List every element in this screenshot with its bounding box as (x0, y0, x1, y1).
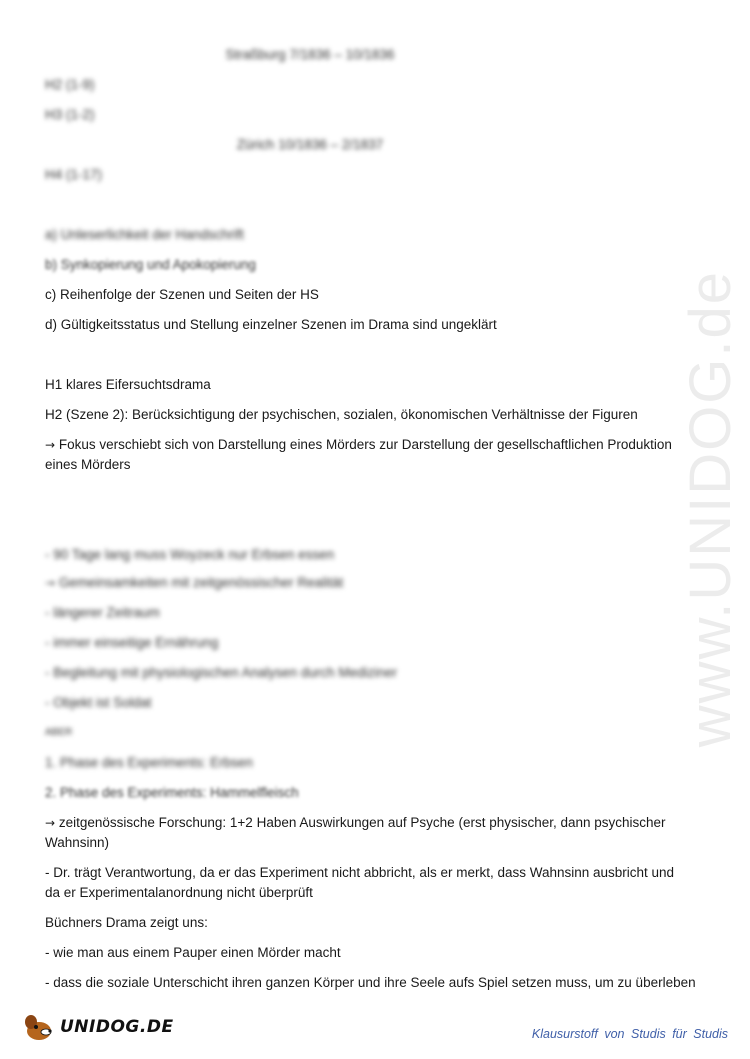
arrow-icon: → (45, 816, 56, 830)
text-line: - 90 Tage lang muss Woyzeck nur Erbsen essen (45, 547, 335, 562)
text-line: c) Reihenfolge der Szenen und Seiten der HS (45, 287, 319, 302)
text-span: Gemeinsamkeiten mit zeitgenössischer Realität (58, 575, 344, 590)
text-line: H4 (1-17) (45, 167, 103, 182)
text-line: da er Experimentalanordnung nicht überprüft (45, 885, 313, 900)
text-line (45, 435, 672, 455)
text-span: zeitgenössische Forschung: 1+2 Haben Auswirkungen auf Psyche (erst physischer, dann psychischer (58, 815, 666, 830)
footer-tagline: Klausurstoff von Studis für Studis (531, 1027, 728, 1041)
text-line: H2 (Szene 2): Berücksichtigung der psychischen, sozialen, ökonomischen Verhältnisse der Figuren (45, 407, 638, 422)
text-line: - wie man aus einem Pauper einen Mörder macht (45, 945, 341, 960)
text-line: b) Synkopierung und Apokopierung (45, 257, 256, 272)
text-line: H1 klares Eifersuchtsdrama (45, 377, 211, 392)
text-line: - Dr. trägt Verantwortung, da er das Experiment nicht abbricht, als er merkt, dass Wahnsinn ausbricht und (45, 865, 675, 880)
text-line (45, 573, 343, 593)
text-line: - Begleitung mit physiologischen Analysen durch Mediziner (45, 665, 397, 680)
location-date-strassburg: Straßburg 7/1836 – 10/1836 (225, 47, 395, 62)
location-date-zurich: Zürich 10/1836 – 2/1837 (236, 137, 384, 152)
text-line: - Objekt ist Soldat (45, 695, 152, 710)
dog-icon (22, 1012, 56, 1042)
arrow-icon: → (45, 438, 56, 452)
text-line: eines Mörders (45, 457, 131, 472)
text-line: - immer einseitige Ernährung (45, 635, 219, 650)
text-line: - dass die soziale Unterschicht ihren ganzen Körper und ihre Seele aufs Spiel setzen muss, um zu überleben (45, 975, 696, 990)
text-line: Wahnsinn) (45, 835, 110, 850)
text-line (45, 813, 666, 833)
watermark: www.UNIDOG.de (678, 270, 743, 748)
logo-text: UNIDOG.DE (60, 1017, 174, 1037)
text-line: Büchners Drama zeigt uns: (45, 915, 208, 930)
text-line: H2 (1-9) (45, 77, 95, 92)
text-line: H3 (1-2) (45, 107, 95, 122)
text-line: a) Unleserlichkeit der Handschrift (45, 227, 244, 242)
text-line: - längerer Zeitraum (45, 605, 160, 620)
text-span: Fokus verschiebt sich von Darstellung eines Mörders zur Darstellung der gesellschaftlichen Produktion (58, 437, 672, 452)
unidog-logo[interactable] (22, 1012, 174, 1042)
arrow-icon: → (45, 576, 56, 590)
text-line: 2. Phase des Experiments: Hammelfleisch (45, 785, 299, 800)
text-line: d) Gültigkeitsstatus und Stellung einzelner Szenen im Drama sind ungeklärt (45, 317, 497, 332)
text-line: ABER (45, 727, 73, 738)
text-line: 1. Phase des Experiments: Erbsen (45, 755, 253, 770)
